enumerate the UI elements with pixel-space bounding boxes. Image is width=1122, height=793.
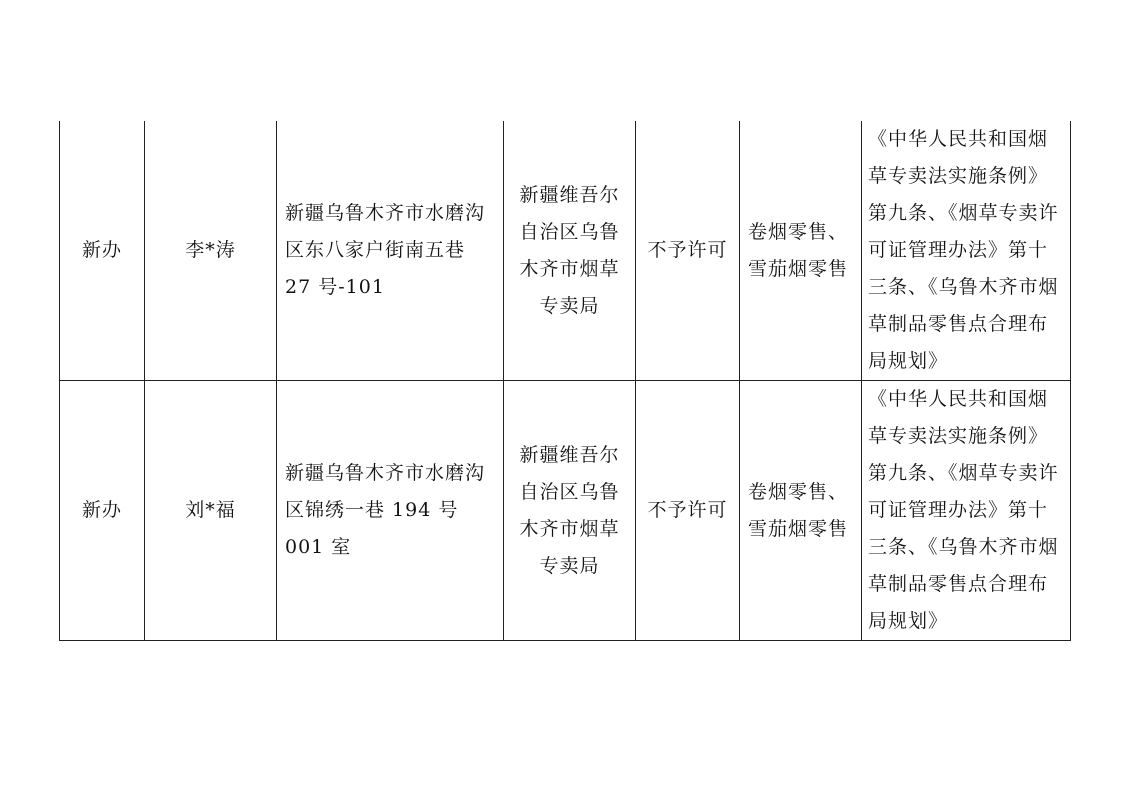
- application-type-cell: 新办: [60, 381, 145, 641]
- decision-cell: 不予许可: [636, 381, 740, 641]
- table-row: [60, 121, 1071, 381]
- legal-basis-cell: 《中华人民共和国烟草专卖法实施条例》第九条、《烟草专卖许可证管理办法》第十三条、《乌鲁木齐市烟草制品零售点合理布局规划》: [862, 121, 1071, 381]
- business-scope-cell: 卷烟零售、雪茄烟零售: [740, 381, 862, 641]
- applicant-name-cell: 李*涛: [145, 121, 277, 381]
- application-type-cell: 新办: [60, 121, 145, 381]
- decision-cell: 不予许可: [636, 121, 740, 381]
- business-scope-cell: 卷烟零售、雪茄烟零售: [740, 121, 862, 381]
- license-decision-table: [59, 121, 1071, 641]
- licensing-authority-cell: 新疆维吾尔自治区乌鲁木齐市烟草专卖局: [504, 121, 636, 381]
- legal-basis-cell: 《中华人民共和国烟草专卖法实施条例》第九条、《烟草专卖许可证管理办法》第十三条、《乌鲁木齐市烟草制品零售点合理布局规划》: [862, 381, 1071, 641]
- business-address-cell: 新疆乌鲁木齐市水磨沟区东八家户街南五巷 27 号-101: [277, 121, 504, 381]
- business-address-cell: 新疆乌鲁木齐市水磨沟区锦绣一巷 194 号 001 室: [277, 381, 504, 641]
- applicant-name-cell: 刘*福: [145, 381, 277, 641]
- licensing-authority-cell: 新疆维吾尔自治区乌鲁木齐市烟草专卖局: [504, 381, 636, 641]
- table-row: [60, 381, 1071, 641]
